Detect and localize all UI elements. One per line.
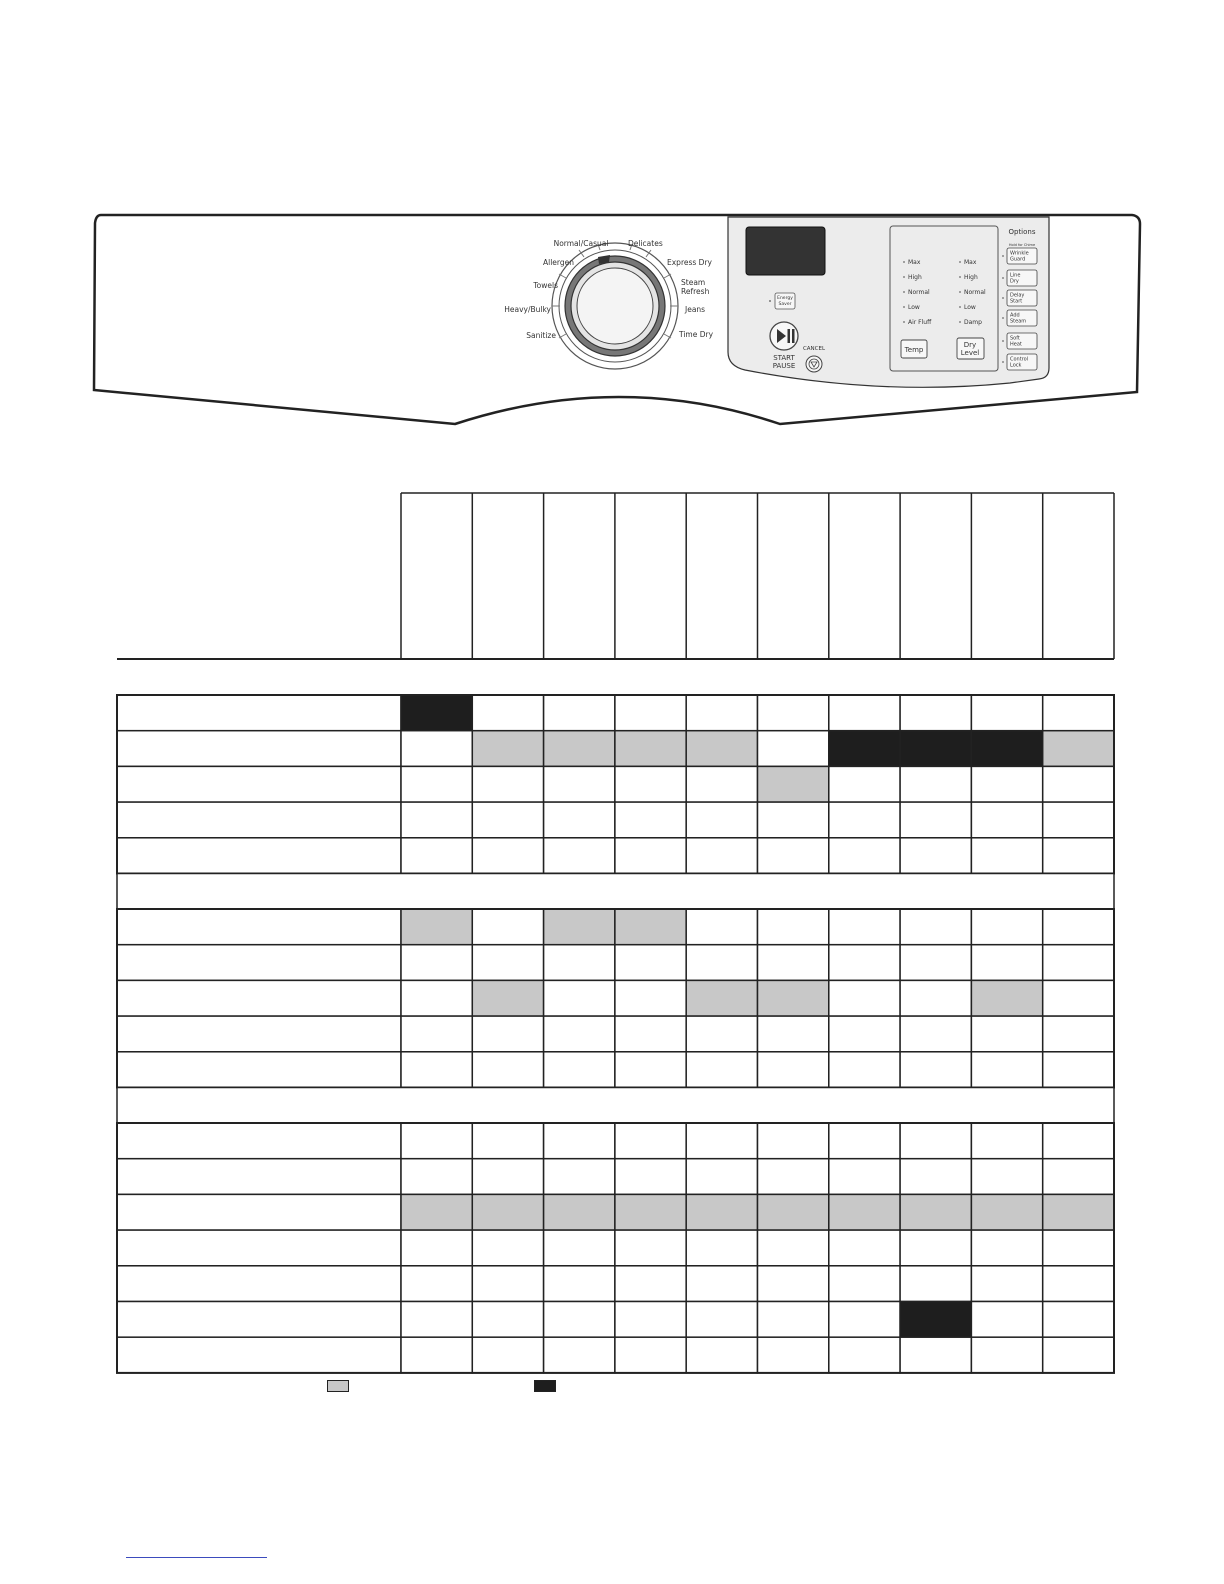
table-cell — [1043, 766, 1114, 802]
table-cell — [401, 695, 472, 731]
table-row-label-cell — [117, 731, 401, 767]
table-cell — [900, 1123, 971, 1159]
table-cell — [971, 1230, 1042, 1266]
table-cell — [615, 695, 686, 731]
table-cell — [900, 731, 971, 767]
table-cell — [472, 1337, 543, 1373]
dry-low: Low — [964, 304, 976, 311]
table-cell — [401, 1302, 472, 1338]
table-cell — [758, 945, 829, 981]
option-label-line: Line — [1010, 272, 1021, 279]
table-cell — [472, 838, 543, 874]
table-row-label-cell — [117, 1123, 401, 1159]
table-cell — [472, 1230, 543, 1266]
table-cell — [1043, 980, 1114, 1016]
options-title: Options — [1008, 228, 1036, 236]
table-cell — [1043, 1337, 1114, 1373]
table-cell — [758, 731, 829, 767]
table-cell — [829, 1302, 900, 1338]
table-cell — [829, 1266, 900, 1302]
dry-damp: Damp — [964, 319, 982, 326]
dry-max: Max — [964, 259, 977, 266]
table-cell — [1043, 1302, 1114, 1338]
table-cell — [1043, 1016, 1114, 1052]
table-cell — [758, 1016, 829, 1052]
start-label: START — [773, 354, 795, 362]
option-label-line: Dry — [1010, 278, 1019, 285]
temp-max: Max — [908, 259, 921, 266]
dry-normal: Normal — [964, 289, 986, 296]
table-cell — [401, 909, 472, 945]
table-cell — [544, 1230, 615, 1266]
table-cell — [900, 980, 971, 1016]
table-cell — [401, 838, 472, 874]
table-cell — [615, 1016, 686, 1052]
table-cell — [900, 945, 971, 981]
table-cell — [829, 766, 900, 802]
table-cell — [615, 838, 686, 874]
table-cell — [615, 766, 686, 802]
table-cell — [615, 945, 686, 981]
table-cell — [544, 1337, 615, 1373]
table-cell — [544, 1052, 615, 1088]
table-cell — [472, 1302, 543, 1338]
table-cell — [1043, 731, 1114, 767]
table-cell — [686, 1302, 757, 1338]
table-row-label-cell — [117, 766, 401, 802]
table-cell — [971, 1052, 1042, 1088]
table-row-label-cell — [117, 1194, 401, 1230]
table-cell — [900, 1230, 971, 1266]
table-cell — [758, 1123, 829, 1159]
table-cell — [544, 802, 615, 838]
option-label-line: Control — [1010, 356, 1029, 363]
table-row-label-cell — [117, 1266, 401, 1302]
table-cell — [615, 1052, 686, 1088]
table-cell — [686, 909, 757, 945]
table-cell — [686, 838, 757, 874]
table-cell — [829, 1194, 900, 1230]
table-row-label-cell — [117, 802, 401, 838]
table-cell — [686, 1159, 757, 1195]
table-section-heading-row — [117, 1088, 1114, 1124]
table-cell — [686, 1230, 757, 1266]
table-cell — [971, 1159, 1042, 1195]
table-cell — [971, 945, 1042, 981]
cycle-towels[interactable]: Towels — [533, 281, 558, 290]
table-cell — [1043, 1266, 1114, 1302]
table-cell — [1043, 1230, 1114, 1266]
cycle-delicates[interactable]: Delicates — [628, 239, 663, 248]
temp-low: Low — [908, 304, 920, 311]
pause-label: PAUSE — [772, 362, 796, 370]
dry-level-line2: Level — [960, 349, 980, 357]
table-cell — [971, 909, 1042, 945]
temp-high: High — [908, 274, 922, 281]
table-cell — [615, 1302, 686, 1338]
table-cell — [1043, 1159, 1114, 1195]
table-cell — [971, 731, 1042, 767]
table-cell — [615, 980, 686, 1016]
cancel-label: CANCEL — [802, 346, 826, 352]
table-cell — [900, 766, 971, 802]
table-cell — [1043, 838, 1114, 874]
table-cell — [1043, 1123, 1114, 1159]
table-cell — [544, 1123, 615, 1159]
table-cell — [472, 695, 543, 731]
temp-normal: Normal — [908, 289, 930, 296]
table-cell — [686, 766, 757, 802]
table-cell — [829, 1123, 900, 1159]
table-cell — [544, 1302, 615, 1338]
table-cell — [1043, 695, 1114, 731]
table-cell — [401, 1194, 472, 1230]
table-cell — [758, 695, 829, 731]
table-cell — [1043, 1052, 1114, 1088]
option-label-line: Soft — [1010, 335, 1020, 342]
table-cell — [544, 1194, 615, 1230]
table-cell — [615, 1266, 686, 1302]
table-cell — [686, 1016, 757, 1052]
table-cell — [401, 1052, 472, 1088]
table-cell — [401, 731, 472, 767]
table-row-label-cell — [117, 838, 401, 874]
table-section-heading-row — [117, 874, 1114, 910]
table-cell — [758, 1302, 829, 1338]
table-row-label-cell — [117, 1052, 401, 1088]
table-cell — [829, 909, 900, 945]
table-cell — [829, 945, 900, 981]
table-cell — [472, 980, 543, 1016]
table-cell — [900, 802, 971, 838]
table-cell — [544, 838, 615, 874]
table-cell — [971, 802, 1042, 838]
table-cell — [1043, 909, 1114, 945]
table-cell — [971, 1123, 1042, 1159]
table-cell — [401, 1266, 472, 1302]
option-label-line: Heat — [1010, 341, 1022, 348]
option-label-line: Lock — [1010, 362, 1022, 369]
table-cell — [900, 1194, 971, 1230]
cycle-allergen[interactable]: Allergen — [543, 258, 574, 267]
table-cell — [401, 1337, 472, 1373]
table-row-label-cell — [117, 1230, 401, 1266]
cycle-express-dry[interactable]: Express Dry — [667, 258, 712, 267]
table-row-label-cell — [117, 1337, 401, 1373]
cycle-refresh-line: Refresh — [681, 287, 710, 296]
table-cell — [686, 1266, 757, 1302]
cycle-heavy-bulky[interactable]: Heavy/Bulky — [504, 305, 551, 314]
cycle-normal-casual[interactable]: Normal/Casual — [553, 239, 609, 248]
table-cell — [829, 1337, 900, 1373]
table-cell — [472, 766, 543, 802]
table-row-label-cell — [117, 1159, 401, 1195]
table-cell — [401, 1159, 472, 1195]
table-row-label-cell — [117, 1302, 401, 1338]
table-cell — [472, 909, 543, 945]
option-label-line: Start — [1010, 298, 1023, 305]
table-cell — [900, 838, 971, 874]
dry-high: High — [964, 274, 978, 281]
table-cell — [758, 1052, 829, 1088]
table-cell — [615, 1194, 686, 1230]
table-cell — [686, 1194, 757, 1230]
table-cell — [971, 838, 1042, 874]
table-cell — [758, 1266, 829, 1302]
table-cell — [900, 1052, 971, 1088]
table-row-label-cell — [117, 909, 401, 945]
table-cell — [1043, 945, 1114, 981]
table-cell — [615, 1230, 686, 1266]
table-cell — [615, 1337, 686, 1373]
table-cell — [686, 1123, 757, 1159]
energy-saver-line2: Saver — [778, 302, 792, 307]
table-cell — [971, 1266, 1042, 1302]
table-cell — [829, 1016, 900, 1052]
table-cell — [971, 1016, 1042, 1052]
table-cell — [615, 802, 686, 838]
table-row-label-cell — [117, 1016, 401, 1052]
table-cell — [758, 1159, 829, 1195]
table-cell — [686, 695, 757, 731]
dry-level-line1: Dry — [963, 341, 977, 349]
table-cell — [401, 945, 472, 981]
cycle-sanitize[interactable]: Sanitize — [526, 331, 556, 340]
table-cell — [829, 695, 900, 731]
temp-air-fluff: Air Fluff — [908, 319, 932, 326]
table-cell — [686, 1052, 757, 1088]
table-cell — [686, 802, 757, 838]
table-cell — [1043, 802, 1114, 838]
table-cell — [472, 1159, 543, 1195]
cycle-time-dry[interactable]: Time Dry — [679, 330, 714, 339]
table-cell — [900, 1016, 971, 1052]
table-cell — [472, 731, 543, 767]
footer-link-underline[interactable] — [126, 1557, 267, 1558]
table-cell — [544, 980, 615, 1016]
table-cell — [829, 1052, 900, 1088]
table-cell — [829, 1230, 900, 1266]
energy-saver-line1: Energy — [777, 296, 793, 301]
cycle-jeans[interactable]: Jeans — [685, 305, 706, 314]
legend-swatch-default — [534, 1380, 556, 1392]
table-cell — [758, 766, 829, 802]
table-row-label-cell — [117, 945, 401, 981]
table-cell — [1043, 1194, 1114, 1230]
cycle-steam-line: Steam — [681, 278, 706, 287]
table-cell — [472, 1194, 543, 1230]
table-cell — [401, 1123, 472, 1159]
table-cell — [829, 1159, 900, 1195]
table-cell — [900, 1337, 971, 1373]
table-cell — [971, 766, 1042, 802]
table-cell — [829, 980, 900, 1016]
table-cell — [544, 1016, 615, 1052]
table-cell — [900, 1159, 971, 1195]
table-cell — [758, 980, 829, 1016]
table-cell — [472, 945, 543, 981]
table-cell — [900, 1266, 971, 1302]
table-cell — [615, 909, 686, 945]
table-cell — [544, 1159, 615, 1195]
table-cell — [971, 1337, 1042, 1373]
wrinkle-guard-caption: Hold for Chime — [1008, 243, 1036, 247]
table-cell — [686, 731, 757, 767]
table-cell — [758, 1230, 829, 1266]
legend-swatch-optional — [327, 1380, 349, 1392]
table-cell — [401, 980, 472, 1016]
table-cell — [401, 766, 472, 802]
table-cell — [615, 1159, 686, 1195]
table-row-label-cell — [117, 980, 401, 1016]
option-label-line: Wrinkle — [1010, 250, 1029, 257]
table-cell — [472, 802, 543, 838]
table-cell — [971, 980, 1042, 1016]
table-cell — [829, 802, 900, 838]
table-cell — [686, 945, 757, 981]
table-cell — [544, 1266, 615, 1302]
table-cell — [686, 1337, 757, 1373]
table-cell — [472, 1052, 543, 1088]
table-cell — [615, 1123, 686, 1159]
table-cell — [686, 980, 757, 1016]
table-cell — [544, 731, 615, 767]
table-cell — [971, 1194, 1042, 1230]
temp-button-label: Temp — [904, 346, 924, 354]
table-row-label-cell — [117, 695, 401, 731]
table-cell — [544, 766, 615, 802]
table-cell — [401, 802, 472, 838]
table-cell — [472, 1266, 543, 1302]
table-cell — [758, 838, 829, 874]
table-cell — [401, 1016, 472, 1052]
table-cell — [971, 695, 1042, 731]
table-cell — [900, 1302, 971, 1338]
table-cell — [544, 695, 615, 731]
option-label-line: Delay — [1010, 292, 1025, 299]
option-label-line: Steam — [1010, 318, 1027, 325]
table-cell — [758, 802, 829, 838]
table-cell — [900, 909, 971, 945]
table-cell — [472, 1123, 543, 1159]
table-cell — [758, 1194, 829, 1230]
table-cell — [544, 945, 615, 981]
table-cell — [900, 695, 971, 731]
option-label-line: Add — [1010, 312, 1020, 319]
table-cell — [544, 909, 615, 945]
table-cell — [401, 1230, 472, 1266]
table-cell — [615, 731, 686, 767]
table-cell — [758, 909, 829, 945]
table-cell — [758, 1337, 829, 1373]
table-cell — [829, 838, 900, 874]
option-label-line: Guard — [1010, 256, 1026, 263]
table-cell — [472, 1016, 543, 1052]
table-cell — [971, 1302, 1042, 1338]
table-cell — [829, 731, 900, 767]
